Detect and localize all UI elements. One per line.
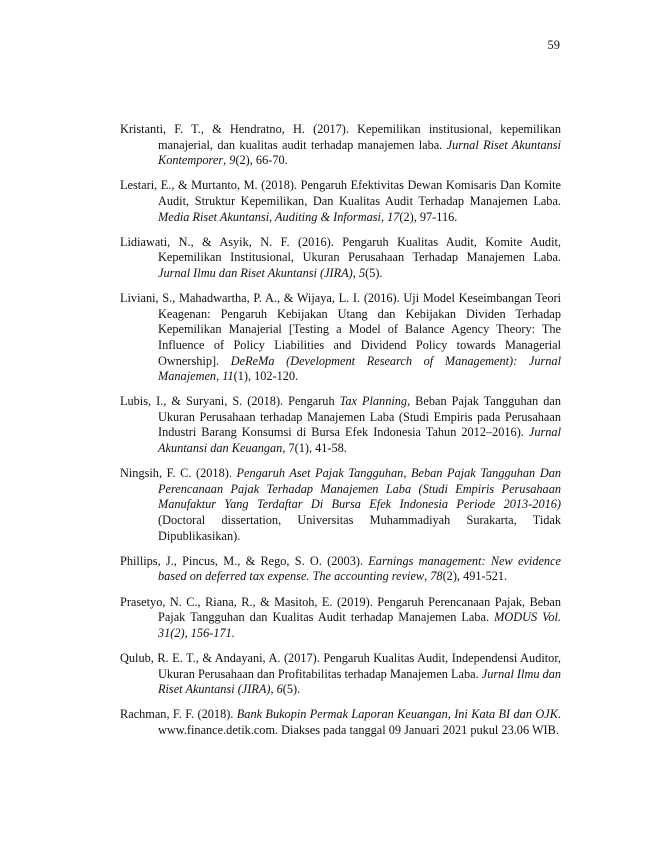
reference-entry [120,394,561,456]
reference-entry [120,595,561,642]
reference-entry [120,122,561,169]
reference-separator: , Beban Pajak Tangguhan dan Ukuran Perusahaan terhadap Manajemen Laba (Studi Empiris pada Perusahaan Industri Barang Konsumsi di Bursa Efek Indonesia Tahun 2012–2016). [158,394,561,440]
reference-separator: , [223,153,230,168]
reference-pages: , 7(1), 41-58. [282,441,347,456]
reference-text: Phillips, J., Pincus, M., & Rego, S. O. (2003). [120,553,369,568]
reference-pages: (5). [365,265,383,280]
reference-entry [120,651,561,698]
reference-source: Bank Bukopin Permak Laporan Keuangan, Ini Kata BI dan OJK [236,707,558,722]
reference-source: MODUS Vol. 31(2), 156-171. [158,610,561,640]
reference-entry [120,554,561,585]
reference-text: Qulub, R. E. T., & Andayani, A. (2017). Pengaruh Kualitas Audit, Independensi Auditor, Ukuran Perusahaan dan Profitabilitas terhadap Manajemen Laba. [120,650,561,681]
reference-volume: 5 [358,265,366,280]
reference-entry [120,235,561,282]
reference-text: Kristanti, F. T., & Hendratno, H. (2017). Kepemilikan institusional, kepemilikan manajerial, dan kualitas audit terhadap manajemen laba. [120,122,561,152]
reference-text: Rachman, F. F. (2018). [120,707,237,722]
reference-separator: , [424,569,431,584]
reference-entry [120,291,561,385]
reference-separator: , [216,369,223,384]
reference-text: Prasetyo, N. C., Riana, R., & Masitoh, E. (2019). Pengaruh Perencanaan Pajak, Beban Pajak Tangguhan dan Kualitas Audit terhadap Manajemen Laba. [120,594,561,625]
reference-separator: . www.finance.detik.com. Diakses pada tanggal 09 Januari 2021 pukul 23.06 WIB. [158,707,561,737]
page-number: 59 [547,38,560,52]
reference-separator: , [352,265,359,280]
reference-volume: 17 [387,209,400,224]
reference-entry [120,466,561,544]
reference-volume: 6 [276,682,283,697]
reference-source: Jurnal Ilmu dan Riset Akuntansi (JIRA) [158,666,561,697]
reference-source: DeReMa (Development Research of Management): Jurnal Manajemen [158,353,561,384]
reference-text: Liviani, S., Mahadwartha, P. A., & Wijaya, L. I. (2016). Uji Model Keseimbangan Teori Keagenan: Pengaruh Kebijakan Utang dan Kebijakan Dividen Terhadap Kepemilikan Manajerial [Testing a Model of Balance Agency Theory: The Influence of Policy Liabilities and Dividend Policy towards Managerial Ownership]. [120,291,561,368]
reference-text: Lidiawati, N., & Asyik, N. F. (2016). Pengaruh Kualitas Audit, Komite Audit, Kepemilikan Institusional, Ukuran Perusahaan Terhadap Manajemen Laba. [120,234,561,265]
reference-volume: 9 [229,153,236,168]
reference-source: Jurnal Ilmu dan Riset Akuntansi (JIRA) [158,265,353,280]
reference-source: Pengaruh Aset Pajak Tangguhan, Beban Pajak Tangguhan Dan Perencanaan Pajak Terhadap Manajemen Laba (Studi Empiris Perusahaan Manufaktur Yang Terdaftar Di Bursa Efek Indonesia Periode 2013-2016) [158,466,561,512]
reference-pages: (1), 102-120. [233,369,299,384]
reference-text: Ningsih, F. C. (2018). [120,466,237,481]
reference-pages: (2), 66-70. [235,153,288,168]
reference-source: Earnings management: New evidence based on deferred tax expense. The accounting review [158,553,561,584]
reference-separator: , [270,682,277,697]
reference-volume: 11 [222,369,234,384]
reference-text: Lestari, E., & Murtanto, M. (2018). Pengaruh Efektivitas Dewan Komisaris Dan Komite Audit, Struktur Kepemilikan, Dan Kualitas Audit Terhadap Manajemen Laba. [120,178,561,208]
reference-pages: (2), 491-521. [442,569,508,584]
reference-pages: (2), 97-116. [399,209,458,224]
reference-entry [120,178,561,225]
reference-separator: (Doctoral dissertation, Universitas Muhammadiyah Surakarta, Tidak Dipublikasikan). [158,513,561,543]
reference-separator: , [380,209,388,224]
reference-entry [120,707,561,738]
reference-pages: (5). [282,682,301,697]
reference-volume: 78 [430,569,443,584]
reference-source: Jurnal Riset Akuntansi Kontemporer [158,137,561,168]
reference-text: Lubis, I., & Suryani, S. (2018). Pengaruh [120,394,340,409]
reference-list [120,122,561,748]
reference-volume: Jurnal Akuntansi dan Keuangan [158,425,561,456]
reference-source: Media Riset Akuntansi, Auditing & Informasi [158,209,381,224]
reference-source: Tax Planning [339,394,408,409]
